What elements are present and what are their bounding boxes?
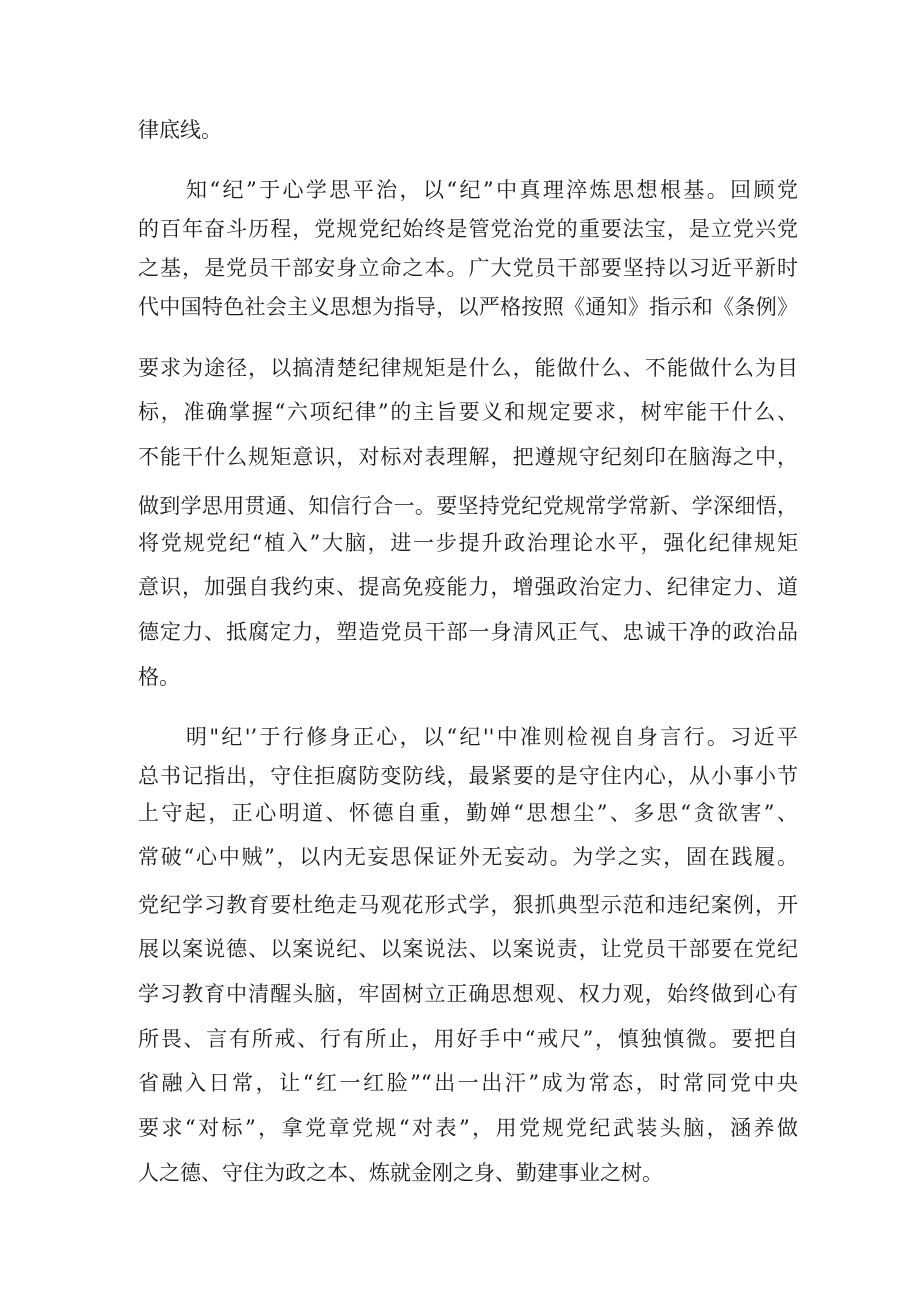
paragraph-line: 要求为途径，以搞清楚纪律规矩是什么，能做什么、不能做什么为目 — [138, 356, 798, 380]
paragraph-line: 要求“对标”，拿党章党规“对表”，用党规党纪武装头脑，涵养做 — [138, 1116, 798, 1140]
paragraph-line: 知“纪”于心学思平治，以“纪”中真理淬炼思想根基。回顾党 — [186, 178, 798, 202]
paragraph-line: 学习教育中清醒头脑，牢固树立正确思想观、权力观，始终做到心有 — [138, 982, 798, 1006]
paragraph-line: 常破“心中贼”，以内无妄思保证外无妄动。为学之实，固在践履。 — [138, 845, 798, 869]
paragraph-line: 所畏、言有所戒、行有所止，用好手中“戒尺”，慎独慎微。要把自 — [138, 1027, 798, 1051]
paragraph-line: 做到学思用贯通、知信行合一。要坚持党纪党规常学常新、学深细悟， — [138, 494, 798, 518]
paragraph-line: 标，准确掌握“六项纪律”的主旨要义和规定要求，树牢能干什么、 — [138, 400, 798, 424]
paragraph-line: 不能干什么规矩意识，对标对表理解，把遵规守纪刻印在脑海之中， — [138, 445, 798, 469]
paragraph-line: 律底线。 — [138, 118, 222, 142]
paragraph-line: 意识，加强自我约束、提高免疫能力，增强政治定力、纪律定力、道 — [138, 575, 798, 599]
paragraph-line: 之基，是党员干部安身立命之本。广大党员干部要坚持以习近平新时 — [138, 256, 798, 280]
paragraph-line: 的百年奋斗历程，党规党纪始终是管党治党的重要法宝，是立党兴党 — [138, 217, 798, 241]
paragraph-line: 代中国特色社会主义思想为指导，以严格按照《通知》指示和《条例》 — [138, 295, 798, 319]
paragraph-line: 人之德、守住为政之本、炼就金刚之身、勤建事业之树。 — [138, 1161, 663, 1185]
paragraph-line: 德定力、抵腐定力，塑造党员干部一身清风正气、忠诚干净的政治品 — [138, 620, 798, 644]
paragraph-line: 展以案说德、以案说纪、以案说法、以案说责，让党员干部要在党纪 — [138, 937, 798, 961]
paragraph-line: 将党规党纪“植入”大脑，进一步提升政治理论水平，强化纪律规矩 — [138, 531, 798, 555]
paragraph-line: 上守起，正心明道、怀德自重，勤婵“思想尘”、多思“贪欲害”、 — [138, 801, 798, 825]
paragraph-line: 省融入日常，让“红一红脸”“出一出汗”成为常态，时常同党中央 — [138, 1071, 798, 1095]
paragraph-line: 总书记指出，守住拒腐防变防线，最紧要的是守住内心，从小事小节 — [138, 764, 798, 788]
paragraph-line: 格。 — [138, 665, 180, 689]
paragraph-line: 党纪学习教育要杜绝走马观花形式学，狠抓典型示范和违纪案例，开 — [138, 893, 798, 917]
paragraph-line: 明"纪'’于行修身正心，以“纪''中准则检视自身言行。习近平 — [186, 725, 798, 749]
